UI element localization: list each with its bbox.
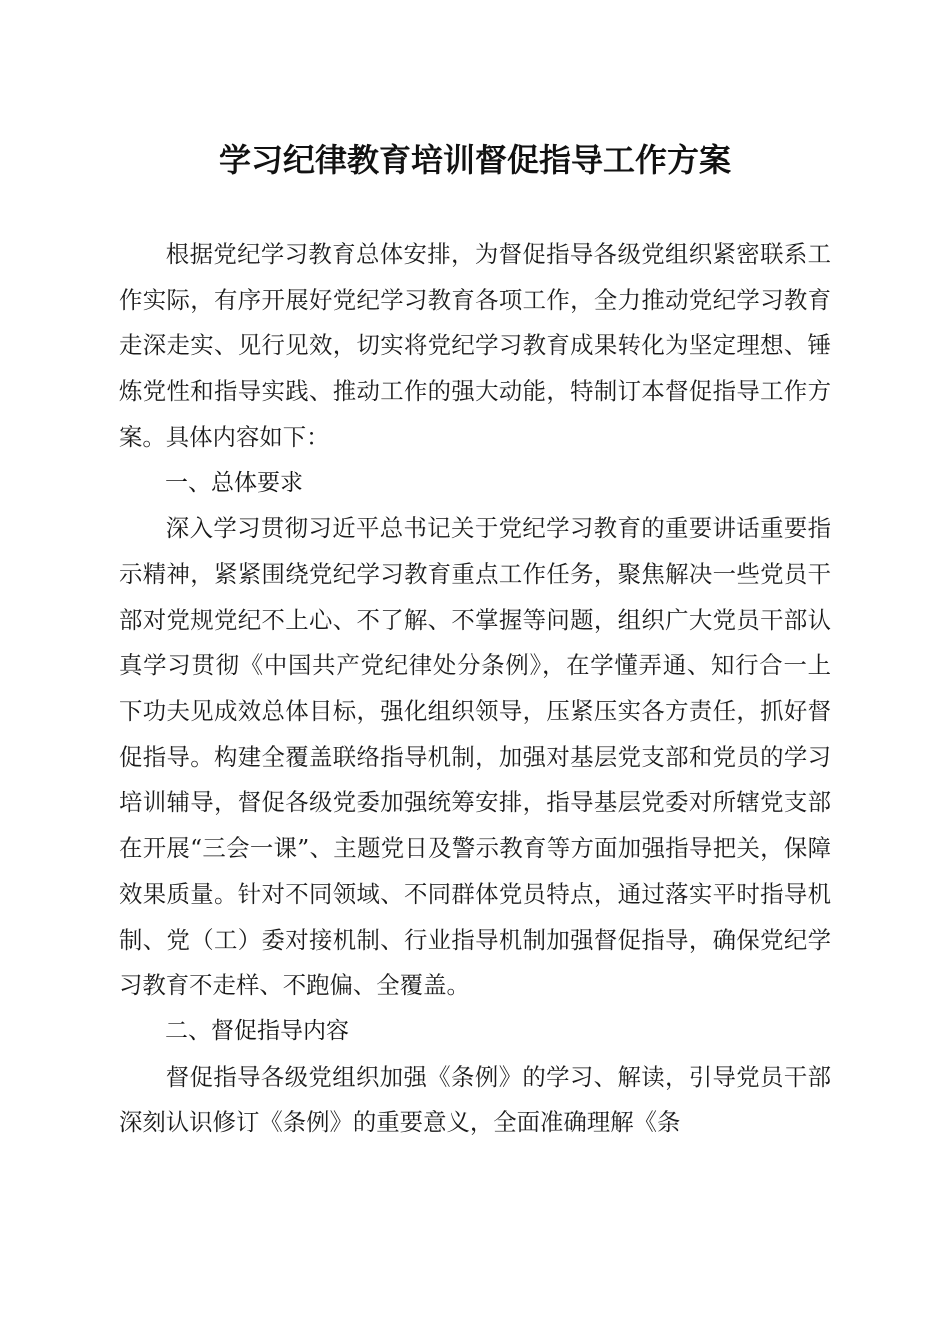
section-heading-overall-requirements: 一、总体要求: [165, 469, 303, 496]
document-title: 学习纪律教育培训督促指导工作方案: [218, 141, 731, 179]
document-body: [119, 232, 831, 1146]
section-paragraph-supervision-content: 督促指导各级党组织加强《条例》的学习、解读，引导党员干部深刻认识修订《条例》的重要意义，全面准确理解《条: [119, 1062, 831, 1137]
section-paragraph-overall-requirements: 深入学习贯彻习近平总书记关于党纪学习教育的重要讲话重要指示精神，紧紧围绕党纪学习教育重点工作任务，聚焦解决一些党员干部对党规党纪不上心、不了解、不掌握等问题，组织广大党员干部认真学习贯彻《中国共产党纪律处分条例》，在学懂弄通、知行合一上下功夫见成效总体目标，强化组织领导，压紧压实各方责任，抓好督促指导。构建全覆盖联络指导机制，加强对基层党支部和党员的学习培训辅导，督促各级党委加强统筹安排，指导基层党委对所辖党支部在开展“三会一课”、主题党日及警示教育等方面加强指导把关，保障效果质量。针对不同领域、不同群体党员特点，通过落实平时指导机制、党（工）委对接机制、行业指导机制加强督促指导，确保党纪学习教育不走样、不跑偏、全覆盖。: [119, 514, 831, 1000]
section-heading-supervision-content: 二、督促指导内容: [165, 1017, 349, 1044]
intro-paragraph: 根据党纪学习教育总体安排，为督促指导各级党组织紧密联系工作实际，有序开展好党纪学习教育各项工作，全力推动党纪学习教育走深走实、见行见效，切实将党纪学习教育成果转化为坚定理想、锤炼党性和指导实践、推动工作的强大动能，特制订本督促指导工作方案。具体内容如下：: [119, 240, 831, 451]
